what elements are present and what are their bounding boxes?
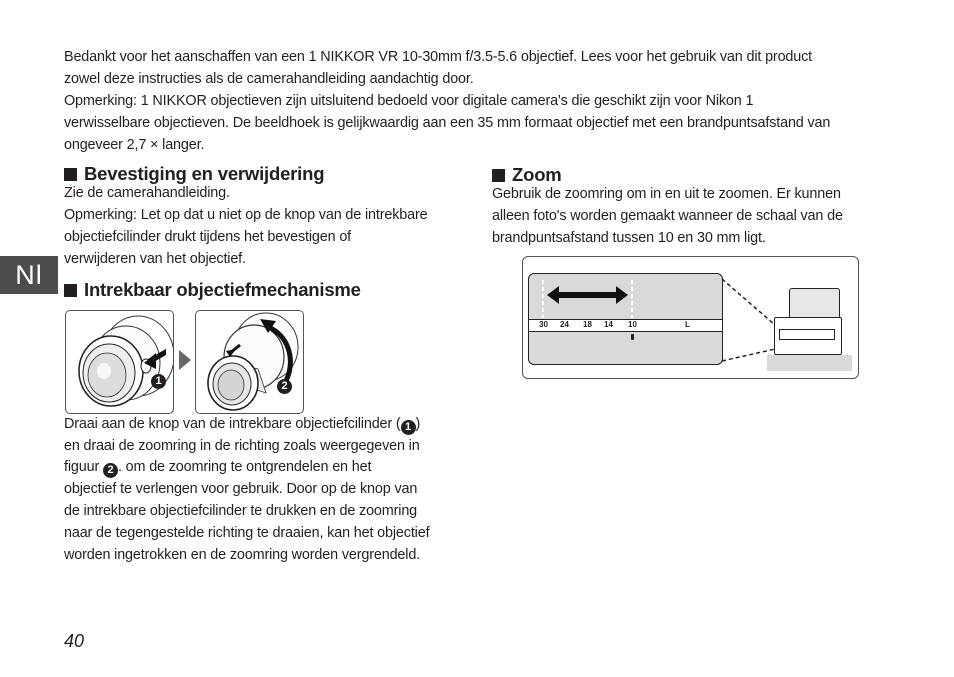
retract-line-7: worden ingetrokken en de zoomring worden vergrendeld.	[64, 547, 421, 563]
retract-line-1	[64, 414, 420, 436]
section-zoom-title: Zoom	[512, 164, 562, 185]
intro-line-5: ongeveer 2,7 × langer.	[64, 137, 205, 153]
lens-base	[767, 355, 852, 371]
mount-line-1: Zie de camerahandleiding.	[64, 185, 230, 201]
section-retract-title: Intrekbaar objectiefmechanisme	[84, 279, 361, 300]
scale-label-30: 30	[539, 320, 548, 329]
scale-label-18: 18	[583, 320, 592, 329]
square-bullet-icon	[64, 284, 77, 297]
retract-line-3-text: figuur	[64, 459, 103, 475]
lens-body	[774, 317, 842, 355]
zoom-line-1: Gebruik de zoomring om in en uit te zoomen. Er kunnen	[492, 186, 841, 202]
page-number: 40	[64, 631, 85, 651]
retract-line-1-text: Draai aan de knop van de intrekbare objectiefcilinder (	[64, 416, 401, 432]
retract-line-3	[64, 457, 371, 479]
mount-line-3: objectiefcilinder drukt tijdens het bevestigen of	[64, 229, 352, 245]
section-zoom-heading	[492, 164, 562, 186]
triangle-arrow-icon	[178, 350, 192, 370]
lens-mini-scale	[779, 329, 835, 340]
intro-line-2: zowel deze instructies als de camerahandleiding aandachtig door.	[64, 71, 474, 87]
inline-marker-1: 1	[401, 420, 416, 435]
mount-line-2: Opmerking: Let op dat u niet op de knop van de intrekbare	[64, 207, 428, 223]
zoom-illustration	[522, 256, 859, 379]
intro-line-4: verwisselbare objectieven. De beeldhoek is gelijkwaardig aan een 35 mm formaat objectief met een brandpuntsafstand van	[64, 115, 831, 131]
retract-line-1-close: )	[415, 416, 421, 432]
zoom-line-3: brandpuntsafstand tussen 10 en 30 mm ligt.	[492, 230, 766, 246]
retract-line-4: objectief te verlengen voor gebruik. Door op de knop van	[64, 481, 418, 497]
mount-line-4: verwijderen van het objectief.	[64, 251, 246, 267]
lens-illustration-1	[65, 310, 174, 414]
section-mount-heading	[64, 163, 324, 185]
scale-label-10: 10	[628, 320, 637, 329]
retract-line-6: naar de tegengestelde richting te draaien, kan het objectief	[64, 525, 430, 541]
language-tab: Nl	[0, 256, 58, 294]
retract-line-5: de intrekbare objectiefcilinder te drukken en de zoomring	[64, 503, 418, 519]
section-mount-title: Bevestiging en verwijdering	[84, 163, 325, 184]
retract-line-3-rest: . om de zoomring te ontgrendelen en het	[117, 459, 372, 475]
square-bullet-icon	[64, 168, 77, 181]
lens-illustration-2	[195, 310, 304, 414]
square-bullet-icon	[492, 169, 505, 182]
lens-top	[789, 288, 840, 320]
scale-label-24: 24	[560, 320, 569, 329]
marker-2-badge: 2	[277, 379, 292, 394]
zoom-line-2: alleen foto's worden gemaakt wanneer de schaal van de	[492, 208, 843, 224]
section-retract-heading	[64, 279, 361, 301]
lens-extending-icon	[196, 311, 303, 413]
intro-line-1: Bedankt voor het aanschaffen van een 1 NIKKOR VR 10-30mm f/3.5-5.6 objectief. Lees voor het gebruik van dit product	[64, 49, 813, 65]
scale-label-L: L	[685, 320, 690, 329]
marker-1-badge: 1	[151, 374, 166, 389]
retract-line-2: en draai de zoomring in de richting zoals weergegeven in	[64, 438, 420, 454]
lens-retracted-icon	[66, 311, 173, 413]
intro-line-3: Opmerking: 1 NIKKOR objectieven zijn uitsluitend bedoeld voor digitale camera's die geschikt zijn voor Nikon 1	[64, 93, 754, 109]
inline-marker-2: 2	[103, 463, 118, 478]
scale-label-14: 14	[604, 320, 613, 329]
